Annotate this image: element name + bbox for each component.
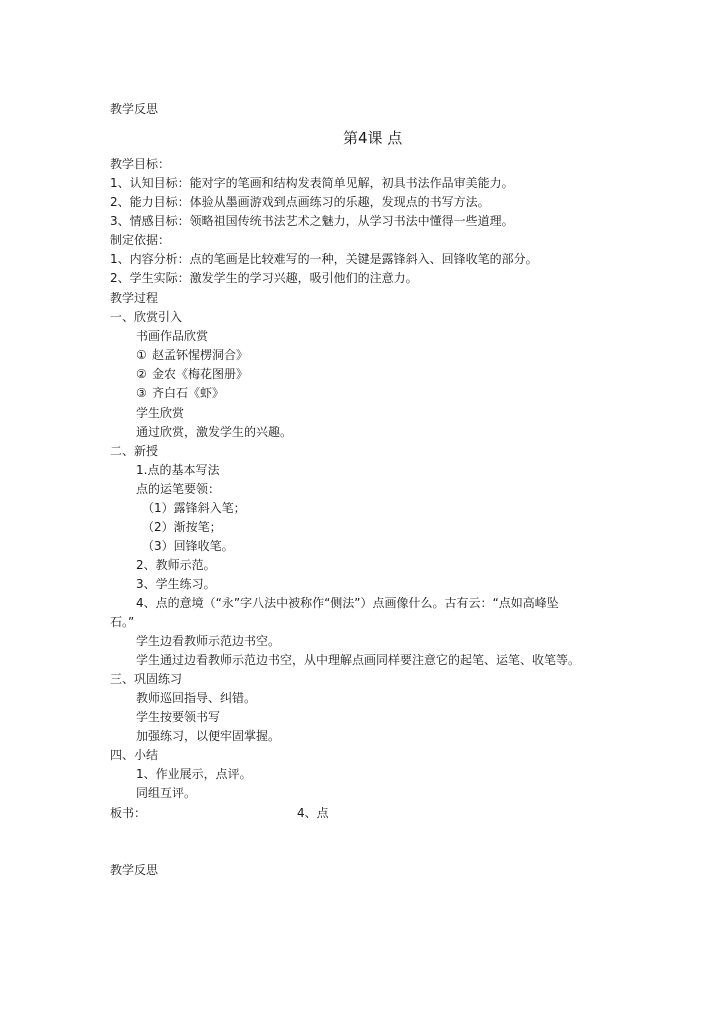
- section-line: 4、点的意境（“永”字八法中被称作“侧法”）点画像什么。古有云：“点如高峰坠: [136, 596, 559, 610]
- section-line: 学生按要领书写: [136, 710, 221, 724]
- step-item: （2）渐按笔；: [142, 520, 222, 534]
- artwork-item: [136, 365, 248, 383]
- section-line: 学生边看教师示范边书空。: [136, 634, 281, 648]
- section-line: 同组互评。: [136, 786, 197, 800]
- step-item: （3）回锋收笔。: [142, 539, 234, 553]
- section-line: 加强练习，以便牢固掌握。: [136, 729, 281, 743]
- section-heading: 二、新授: [110, 444, 159, 458]
- section-line: 石。”: [110, 615, 135, 629]
- circled-number: ②: [136, 367, 147, 381]
- step-item: （1）露锋斜入笔；: [142, 501, 246, 515]
- section-line: 通过欣赏，激发学生的兴趣。: [136, 425, 293, 439]
- basis-heading: 制定依据：: [110, 233, 171, 247]
- section-line: 学生欣赏: [136, 406, 185, 420]
- process-heading: 教学过程: [110, 291, 159, 305]
- section-line: 1.点的基本写法: [136, 463, 220, 477]
- section-line: 书画作品欣赏: [136, 329, 209, 343]
- circled-number: ①: [136, 348, 147, 362]
- board-content: 4、点: [297, 806, 329, 820]
- section-line: 2、教师示范。: [136, 558, 216, 572]
- section-line: 3、学生练习。: [136, 577, 216, 591]
- goal-item: 1、认知目标：能对字的笔画和结构发表简单见解，初具书法作品审美能力。: [110, 176, 514, 190]
- board-label: 板书：: [110, 806, 147, 820]
- page-title: 第4课 点: [343, 129, 403, 147]
- section-heading: 一、欣赏引入: [110, 310, 183, 324]
- section-line: 点的运笔要领：: [136, 482, 221, 496]
- section-line: 学生通过边看教师示范边书空，从中理解点画同样要注意它的起笔、运笔、收笔等。: [136, 653, 581, 667]
- section-heading: 四、小结: [110, 748, 159, 762]
- artwork-title: 齐白石《虾》: [152, 386, 225, 400]
- section-line: 教师巡回指导、纠错。: [136, 691, 257, 705]
- goal-item: 2、能力目标：体验从墨画游戏到点画练习的乐趣，发现点的书写方法。: [110, 195, 490, 209]
- artwork-item: [136, 346, 248, 364]
- basis-item: 1、内容分析：点的笔画是比较难写的一种，关键是露锋斜入、回锋收笔的部分。: [110, 252, 538, 266]
- goal-item: 3、情感目标：领略祖国传统书法艺术之魅力，从学习书法中懂得一些道理。: [110, 214, 514, 228]
- section-heading: 三、巩固练习: [110, 672, 183, 686]
- artwork-item: [136, 384, 224, 402]
- footer-reflection: 教学反思: [110, 863, 159, 877]
- circled-number: ③: [136, 386, 147, 400]
- header-reflection: 教学反思: [110, 102, 159, 116]
- section-line: 1、作业展示，点评。: [136, 767, 252, 781]
- basis-item: 2、学生实际：激发学生的学习兴趣，吸引他们的注意力。: [110, 271, 418, 285]
- artwork-title: 金农《梅花图册》: [152, 367, 249, 381]
- artwork-title: 赵孟钚惺楞洞合》: [152, 348, 249, 362]
- goals-heading: 教学目标：: [110, 157, 171, 171]
